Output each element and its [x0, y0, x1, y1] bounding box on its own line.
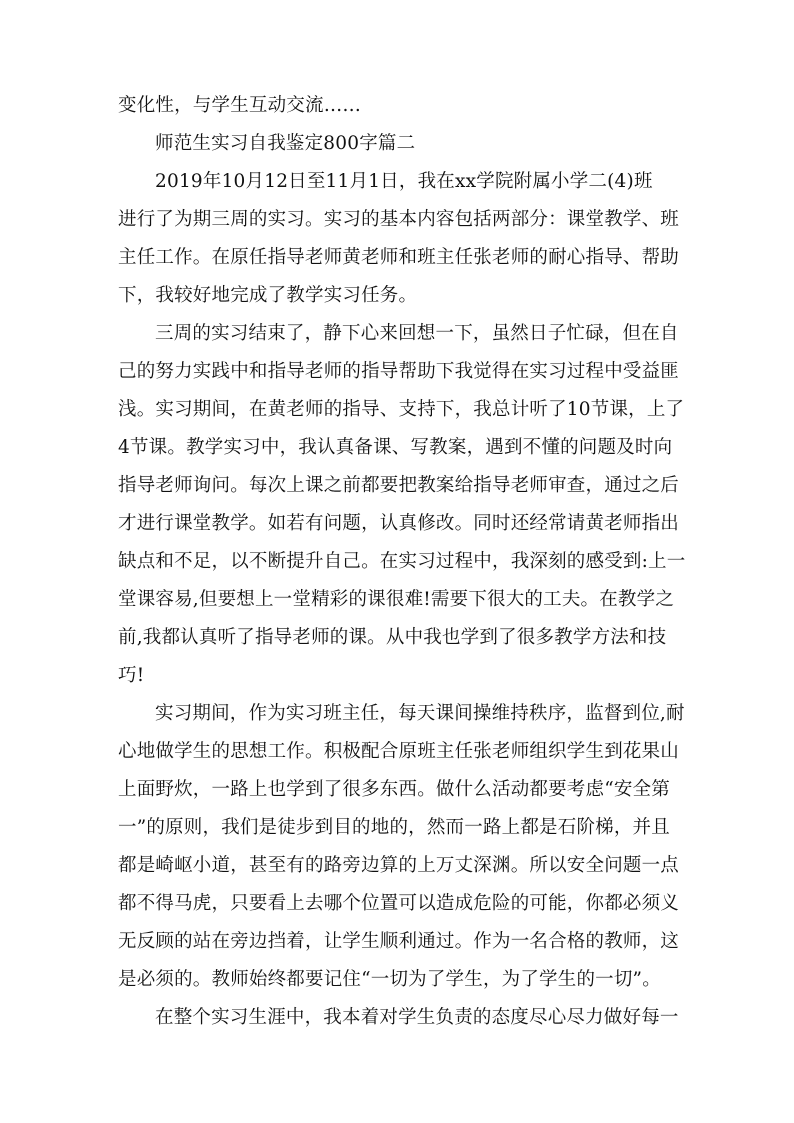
paragraph-line: 都是崎岖小道，甚至有的路旁边算的上万丈深渊。所以安全问题一点 [118, 855, 680, 876]
paragraph-line: 主任工作。在原任指导老师黄老师和班主任张老师的耐心指导、帮助 [118, 247, 680, 268]
paragraph-line: 堂课容易,但要想上一堂精彩的课很难!需要下很大的工夫。在教学之 [118, 589, 675, 610]
paragraph-line: 是必须的。教师始终都要记住“一切为了学生，为了学生的一切”。 [118, 969, 661, 990]
paragraph-line: 才进行课堂教学。如若有问题，认真修改。同时还经常请黄老师指出 [118, 513, 680, 534]
paragraph-line: 无反顾的站在旁边挡着，让学生顺利通过。作为一名合格的教师，这 [118, 931, 680, 952]
paragraph-line: 4节课。教学实习中，我认真备课、写教案，遇到不懂的问题及时向 [118, 437, 673, 458]
paragraph-line: 前,我都认真听了指导老师的课。从中我也学到了很多教学方法和技 [118, 627, 667, 648]
paragraph-line: 实习期间，作为实习班主任，每天课间操维持秩序，监督到位,耐 [155, 703, 685, 724]
paragraph-line: 在整个实习生涯中，我本着对学生负责的态度尽心尽力做好每一 [155, 1007, 679, 1028]
paragraph-line: 指导老师询问。每次上课之前都要把教案给指导老师审查，通过之后 [118, 475, 680, 496]
section-heading: 师范生实习自我鉴定800字篇二 [155, 133, 416, 154]
paragraph-line: 上面野炊，一路上也学到了很多东西。做什么活动都要考虑“安全第 [118, 779, 670, 800]
paragraph-line: 浅。实习期间，在黄老师的指导、支持下，我总计听了10节课，上了 [118, 399, 685, 420]
paragraph-line: 下，我较好地完成了教学实习任务。 [118, 285, 418, 306]
paragraph-line: 三周的实习结束了，静下心来回想一下，虽然日子忙碌，但在自 [155, 323, 679, 344]
paragraph-line: 2019年10月12日至11月1日，我在xx学院附属小学二(4)班 [155, 171, 653, 192]
paragraph-line: 心地做学生的思想工作。积极配合原班主任张老师组织学生到花果山 [118, 741, 680, 762]
paragraph-line: 一”的原则，我们是徒步到目的地的，然而一路上都是石阶梯，并且 [118, 817, 670, 838]
paragraph-line: 缺点和不足，以不断提升自己。在实习过程中，我深刻的感受到:上一 [118, 551, 686, 572]
paragraph-line: 巧! [118, 665, 145, 686]
paragraph-line: 进行了为期三周的实习。实习的基本内容包括两部分：课堂教学、班 [118, 209, 680, 230]
paragraph-line: 变化性，与学生互动交流…… [118, 95, 362, 116]
paragraph-line: 己的努力实践中和指导老师的指导帮助下我觉得在实习过程中受益匪 [118, 361, 680, 382]
paragraph-line: 都不得马虎，只要看上去哪个位置可以造成危险的可能，你都必须义 [118, 893, 680, 914]
